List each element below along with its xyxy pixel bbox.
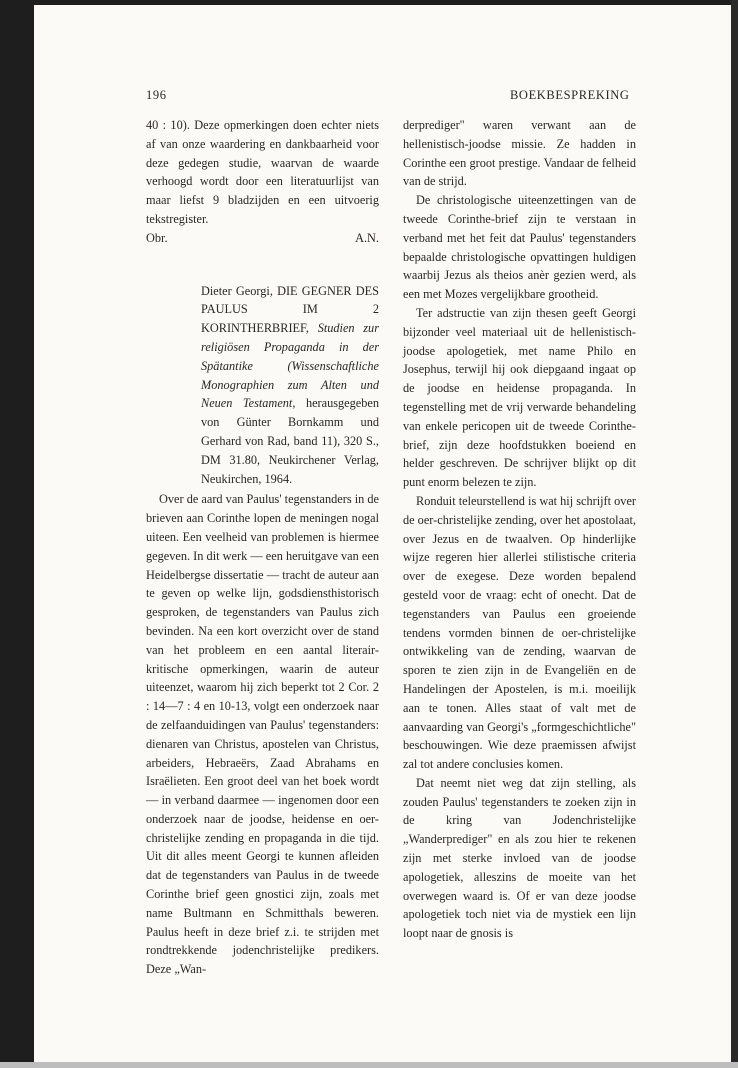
reviewer-signature [146,229,379,248]
signature-initials: A.N. [355,230,379,245]
running-title: BOEKBESPREKING [510,88,630,102]
right-paragraph-1: derprediger" waren verwant aan de hellenistisch-joodse missie. Ze hadden in Corinthe een groot prestige. Vandaar de felheid van de strijd. [403,118,636,189]
signature-place: Obr. [146,230,168,245]
review-body-paragraph: Over de aard van Paulus' tegenstanders in de brieven aan Corinthe lopen de meningen nogal uiteen. Een veelheid van problemen is hiermee gegeven. In dit werk — een heruitgave van een Heidelbergse dissertatie — tracht de auteur aan te geven op welke lijn, godsdiensthistorisch gesproken, de tegenstanders van Paulus zich bevinden. Na een kort overzicht over de stand van het probleem en een aantal literair-kritische opmerkingen, waarin de auteur uiteenzet, waarom hij zich beperkt tot 2 Cor. 2 : 14—7 : 4 en 10-13, volgt een onderzoek naar de zelfaanduidingen van Paulus' tegenstanders: dienaren van Christus, apostelen van Christus, arbeiders, Hebraeërs, Zaad Abrahams en Israëlieten. Een groot deel van het boek wordt — in verband daarmee — ingenomen door een onderzoek naar de joodse, heidense en oer-christelijke zending en propaganda in die tijd. Uit dit alles meent Georgi te kunnen afleiden dat de tegenstanders van Paulus in de tweede Corinthe brief geen gnostici zijn, zoals met name Bultmann en Schmitthals beweren. Paulus heeft in deze brief z.i. te strijden met rondtrekkende jodenchristelijke predikers. Deze „Wan- [146,492,379,977]
right-paragraph-4: Ronduit teleurstellend is wat hij schrijft over de oer-christelijke zending, over het apostolaat, over Jezus en de twaalven. Op hinderlijke wijze regeren hier allerlei stilistische criteria over de exegese. Deze worden bepalend gesteld voor de vraag: echt of onecht. Dat de tegenstanders van Paulus een groeiende tendens vormden binnen de oer-christelijke ontwikkeling van de zending, waarvan de sporen te zien zijn in de Evangeliën en de Handelingen der Apostelen, is m.i. moeilijk aan te tonen. Alles staat of valt met de aanvaarding van Georgi's „formgeschichtliche" beschouwingen. Wie deze praemissen afwijst zal tot andere conclusies komen. [403,493,636,772]
page-number: 196 [146,88,167,102]
citation-author-title: Dieter Georgi, DIE GEGNER DES PAULUS IM 2 KORINTHERBRIEF, [201,283,379,336]
scan-border-right [731,0,738,1068]
citation-details: herausgegeben von Günter Bornkamm und Gerhard von Rad, band 11), 320 S., DM 31.80, Neukirchener Verlag, Neukirchen, 1964. [201,396,379,486]
right-paragraph-2: De christologische uiteenzettingen van de tweede Corinthe-brief zijn te verstaan in verband met het feit dat Paulus' tegenstanders bepaalde christologische opvattingen huldigen waarbij Jezus als theios anèr gezien werd, als een met Mozes vergelijkbare grootheid. [403,193,636,302]
citation-series: Studien zur religiösen Propaganda in der Spätantike (Wissenschaftliche Monographien zum Alten und Neuen Testament, [201,321,379,411]
right-paragraph-5: Dat neemt niet weg dat zijn stelling, als zouden Paulus' tegenstanders te zoeken zijn in de kring van Jodenchristelijke „Wanderprediger" en als zou hier te rekenen zijn met sterke invloed van de joodse apologetiek, alleszins de moeite van het overwegen waard is. Of er van deze joodse apologetiek toch niet via de mystiek een lijn loopt naar de gnosis is [403,775,636,941]
scan-border-top [0,0,738,5]
book-citation [201,282,379,489]
continued-paragraph: 40 : 10). Deze opmerkingen doen echter niets af van onze waardering en dankbaarheid voor deze gedegen studie, waarvan de waarde verhoogd wordt door een literatuurlijst van maar liefst 9 bladzijden en een uitvoerig tekstregister. [146,118,379,226]
scan-border-left [0,0,34,1068]
left-column [146,116,379,979]
right-paragraph-3: Ter adstructie van zijn thesen geeft Georgi bijzonder veel materiaal uit de hellenistisch-joodse apologetiek, met name Philo en Josephus, terwijl hij ook diepgaand ingaat op de joodse en heidense propaganda. In tegenstelling met de vrij verwarde behandeling van enkele pericopen uit de tweede Corinthe-brief, zijn deze hoofdstukken boeiend en helder geschreven. De schrijver blijkt op dit punt enorm belezen te zijn. [403,305,636,490]
right-column [403,116,636,943]
scan-border-bottom [0,1062,738,1068]
